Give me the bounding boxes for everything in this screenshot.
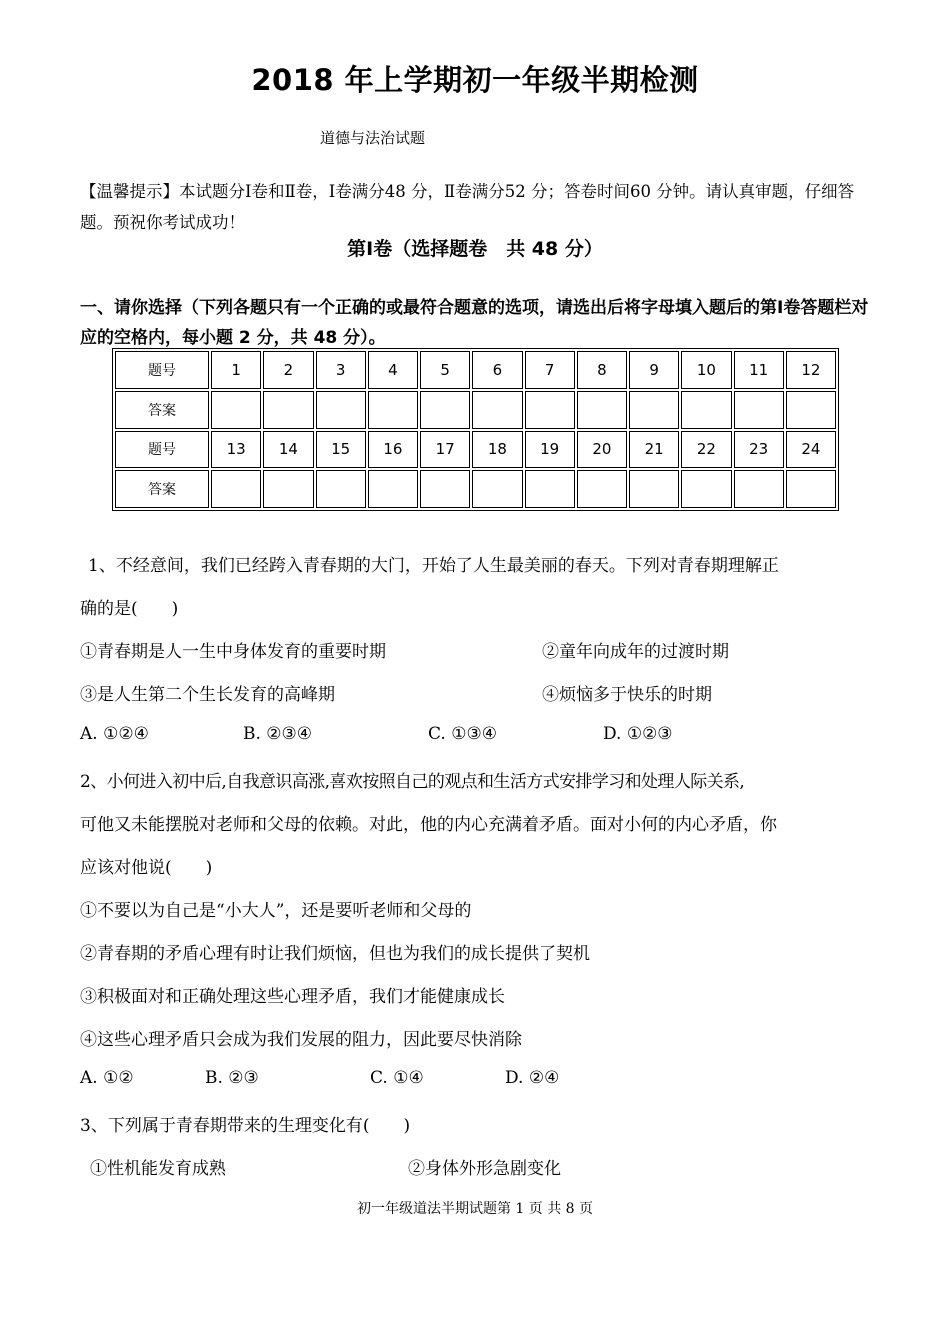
q2-stem-line3: 应该对他说( ) xyxy=(80,858,213,878)
question-number-cell: 23 xyxy=(734,431,784,469)
answer-cell[interactable] xyxy=(786,391,836,429)
question-number-cell: 22 xyxy=(681,431,731,469)
q2-option-3: ③积极面对和正确处理这些心理矛盾，我们才能健康成长 xyxy=(80,987,505,1007)
exam-title: 2018 年上学期初一年级半期检测 xyxy=(251,63,699,97)
q2-stem-line1: 2、小何进入初中后,自我意识高涨,喜欢按照自己的观点和生活方式安排学习和处理人际关系, xyxy=(80,772,745,792)
q1-option-3: ③是人生第二个生长发育的高峰期 xyxy=(80,685,335,705)
section-title: 第Ⅰ卷（选择题卷 共 48 分） xyxy=(347,238,603,260)
question-number-cell: 16 xyxy=(368,431,418,469)
q2-option-4: ④这些心理矛盾只会成为我们发展的阻力，因此要尽快消除 xyxy=(80,1030,522,1050)
question-number-row xyxy=(115,351,836,389)
answer-cell[interactable] xyxy=(263,391,313,429)
question-number-cell: 5 xyxy=(420,351,470,389)
question-number-cell: 3 xyxy=(316,351,366,389)
answer-cell[interactable] xyxy=(734,470,784,508)
question-number-cell: 12 xyxy=(786,351,836,389)
q2-choice-d: D. ②④ xyxy=(505,1068,560,1088)
answer-cell[interactable] xyxy=(472,470,522,508)
question-number-cell: 7 xyxy=(525,351,575,389)
q1-choice-a: A. ①②④ xyxy=(80,724,149,744)
answer-table xyxy=(112,348,839,511)
answer-cell[interactable] xyxy=(629,470,679,508)
question-number-cell: 15 xyxy=(316,431,366,469)
instruction-text: 一、请你选择（下列各题只有一个正确的或最符合题意的选项，请选出后将字母填入题后的第Ⅰ卷答题栏对应的空格内，每小题 2 分，共 48 分）。 xyxy=(80,298,869,348)
question-number-cell: 8 xyxy=(577,351,627,389)
notice-text: 【温馨提示】本试题分Ⅰ卷和Ⅱ卷，Ⅰ卷满分48 分，Ⅱ卷满分52 分；答卷时间60 分钟。请认真审题，仔细答题。预祝你考试成功！ xyxy=(80,182,855,232)
question-number-cell: 17 xyxy=(420,431,470,469)
row-label-answer: 答案 xyxy=(115,470,209,508)
q2-choice-b: B. ②③ xyxy=(205,1068,259,1088)
answer-cell[interactable] xyxy=(525,470,575,508)
question-number-cell: 6 xyxy=(472,351,522,389)
answer-cell[interactable] xyxy=(629,391,679,429)
question-number-cell: 13 xyxy=(211,431,261,469)
question-number-cell: 9 xyxy=(629,351,679,389)
answer-cell[interactable] xyxy=(316,391,366,429)
answer-cell[interactable] xyxy=(577,391,627,429)
q1-stem-line1: 1、不经意间，我们已经跨入青春期的大门，开始了人生最美丽的春天。下列对青春期理解正 xyxy=(88,556,779,576)
page-footer: 初一年级道法半期试题第 1 页 共 8 页 xyxy=(356,1201,594,1217)
q3-option-2: ②身体外形急剧变化 xyxy=(408,1159,561,1179)
answer-cell[interactable] xyxy=(472,391,522,429)
answer-cell[interactable] xyxy=(368,391,418,429)
question-number-cell: 10 xyxy=(681,351,731,389)
answer-row xyxy=(115,470,836,508)
answer-cell[interactable] xyxy=(368,470,418,508)
q1-choice-b: B. ②③④ xyxy=(243,724,313,744)
question-number-cell: 21 xyxy=(629,431,679,469)
row-label-number: 题号 xyxy=(115,351,209,389)
q3-option-1: ①性机能发育成熟 xyxy=(90,1159,226,1179)
q3-stem: 3、下列属于青春期带来的生理变化有( ) xyxy=(80,1116,411,1136)
exam-subtitle: 道德与法治试题 xyxy=(320,129,426,147)
q1-option-2: ②童年向成年的过渡时期 xyxy=(542,642,729,662)
q2-choice-c: C. ①④ xyxy=(370,1068,424,1088)
answer-cell[interactable] xyxy=(786,470,836,508)
q1-stem-line2: 确的是( ) xyxy=(80,599,179,619)
answer-cell[interactable] xyxy=(577,470,627,508)
question-number-cell: 1 xyxy=(211,351,261,389)
answer-cell[interactable] xyxy=(420,470,470,508)
answer-row xyxy=(115,391,836,429)
q2-option-2: ②青春期的矛盾心理有时让我们烦恼，但也为我们的成长提供了契机 xyxy=(80,944,590,964)
q1-option-4: ④烦恼多于快乐的时期 xyxy=(542,685,712,705)
question-number-cell: 14 xyxy=(263,431,313,469)
answer-cell[interactable] xyxy=(681,470,731,508)
answer-cell[interactable] xyxy=(263,470,313,508)
row-label-answer: 答案 xyxy=(115,391,209,429)
question-number-cell: 24 xyxy=(786,431,836,469)
q1-option-1: ①青春期是人一生中身体发育的重要时期 xyxy=(80,642,386,662)
question-number-cell: 18 xyxy=(472,431,522,469)
q2-choice-a: A. ①② xyxy=(80,1068,134,1088)
answer-cell[interactable] xyxy=(420,391,470,429)
q2-option-1: ①不要以为自己是“小大人”，还是要听老师和父母的 xyxy=(80,901,472,921)
answer-cell[interactable] xyxy=(734,391,784,429)
answer-cell[interactable] xyxy=(525,391,575,429)
question-number-cell: 4 xyxy=(368,351,418,389)
answer-cell[interactable] xyxy=(316,470,366,508)
question-number-cell: 11 xyxy=(734,351,784,389)
question-number-cell: 2 xyxy=(263,351,313,389)
answer-cell[interactable] xyxy=(211,391,261,429)
answer-cell[interactable] xyxy=(211,470,261,508)
q2-stem-line2: 可他又未能摆脱对老师和父母的依赖。对此，他的内心充满着矛盾。面对小何的内心矛盾，你 xyxy=(80,815,777,835)
answer-cell[interactable] xyxy=(681,391,731,429)
question-number-cell: 19 xyxy=(525,431,575,469)
question-number-row xyxy=(115,431,836,469)
q1-choice-d: D. ①②③ xyxy=(603,724,673,744)
question-number-cell: 20 xyxy=(577,431,627,469)
q1-choice-c: C. ①③④ xyxy=(428,724,497,744)
row-label-number: 题号 xyxy=(115,431,209,469)
